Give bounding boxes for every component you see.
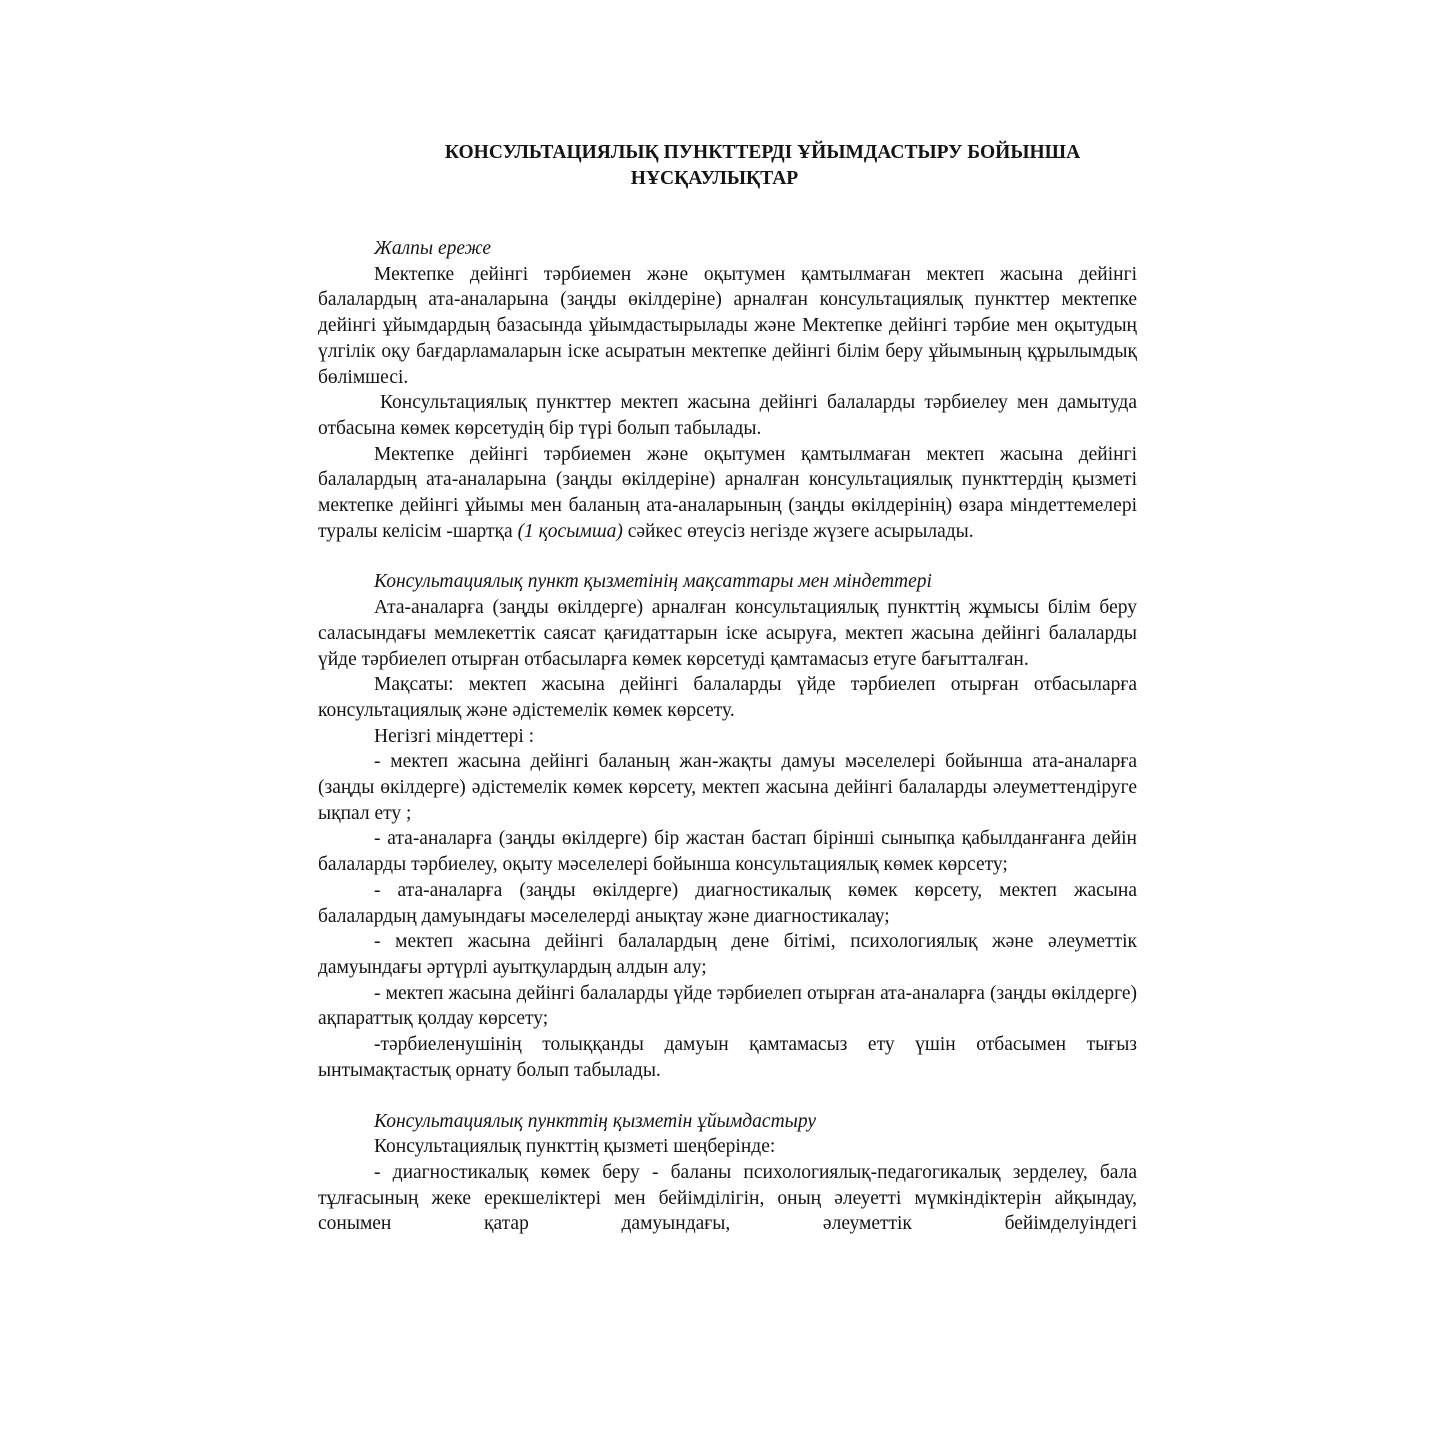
section-goals-and-tasks [318, 569, 1137, 1083]
title-line-1: КОНСУЛЬТАЦИЯЛЫҚ ПУНКТТЕРДІ ҰЙЫМДАСТЫРУ БОЙЫНША [444, 142, 1081, 163]
document-title [318, 140, 1137, 192]
section-heading: Консультациялық пункт қызметінің мақсаттары мен міндеттері [374, 571, 932, 593]
section-heading: Консультациялық пункттің қызметін ұйымдастыру [374, 1110, 817, 1132]
paragraph: Консультациялық пункттің қызметі шеңберінде: [374, 1136, 776, 1158]
paragraph: Мақсаты: мектеп жасына дейінгі балаларды үйде тәрбиелеп отырған отбасыларға консультациялық және әдістемелік көмек көрсету. [318, 674, 1137, 721]
paragraph: Ата-аналарға (заңды өкілдерге) арналған консультациялық пункттің жұмысы білім беру саласындағы мемлекеттік саясат қағидаттарын іске асыруға, мектеп жасына дейінгі балаларды үйде тәрбиелеп отырған отбасыларға көмек көрсетуді қамтамасыз етуге бағытталған. [318, 597, 1137, 670]
paragraph-text: сәйкес өтеусіз негізде жүзеге асырылады. [622, 520, 974, 542]
paragraph: Негізгі міндеттері : [374, 725, 535, 747]
list-item: - мектеп жасына дейінгі балалардың дене бітімі, психологиялық және әлеуметтік дамуындағы әртүрлі ауытқулардың алдын алу; [318, 931, 1137, 978]
list-item: - мектеп жасына дейінгі балаларды үйде тәрбиелеп отырған ата-аналарға (заңды өкілдерге) ақпараттық қолдау көрсету; [318, 982, 1137, 1030]
appendix-reference: (1 қосымша) [517, 520, 623, 542]
section-general-rules [318, 236, 1137, 544]
list-item: - ата-аналарға (заңды өкілдерге) бір жастан бастап бірінші сыныпқа қабылданғанға дейін балаларды тәрбиелеу, оқыту мәселелері бойынша консультациялық көмек көрсету; [318, 828, 1137, 876]
paragraph: Консультациялық пункттер мектеп жасына дейінгі балаларды тәрбиелеу мен дамытуда отбасына көмек көрсетудің бір түрі болып табылады. [318, 392, 1137, 439]
paragraph [318, 442, 1137, 545]
list-item: - ата-аналарға (заңды өкілдерге) диагностикалық көмек көрсету, мектеп жасына балалардың дамуындағы мәселелерді анықтау және диагностикалау; [318, 879, 1137, 927]
paragraph-text: Мектепке дейінгі тәрбиемен және оқытумен қамтылмаған мектеп жасына дейінгі балалардың ата-аналарына (заңды өкілдеріне) арналған консультациялық пункттердің қызметі мектепке дейінгі ұйымы мен баланың ата-аналарының (заңды өкілдерінің) өзара міндеттемелері туралы келісім -шартқа [318, 443, 1137, 542]
section-heading: Жалпы ереже [374, 238, 492, 259]
list-item: - диагностикалық көмек беру - баланы психологиялық-педагогикалық зерделеу, бала тұлғасының жеке ерекшеліктері мен бейімділігін, оның әлеуетті мүмкіндіктерін айқындау, сонымен қатар дамуындағы, әлеуметтік бейімделуіндегі [318, 1161, 1137, 1235]
document-page [318, 140, 1137, 1237]
list-item: - мектеп жасына дейінгі баланың жан-жақты дамуы мәселелері бойынша ата-аналарға (заңды өкілдерге) әдістемелік көмек көрсету, мектеп жасына дейінгі балаларды әлеуметтендіруге ықпал ету ; [318, 751, 1137, 824]
paragraph: Мектепке дейінгі тәрбиемен және оқытумен қамтылмаған мектеп жасына дейінгі балалардың ата-аналарына (заңды өкілдеріне) арналған консультациялық пункттер мектепке дейінгі ұйымдардың базасында ұйымдастырылады және Мектепке дейінгі тәрбие мен оқытудың үлгілік оқу бағдарламаларын іске асыратын мектепке дейінгі білім беру ұйымының құрылымдық бөлімшесі. [318, 263, 1137, 388]
list-item: -тәрбиеленушінің толыққанды дамуын қамтамасыз ету үшін отбасымен тығыз ынтымақтастық орнату болып табылады. [318, 1034, 1137, 1081]
section-organization [318, 1109, 1137, 1238]
title-line-2: НҰСҚАУЛЫҚТАР [630, 168, 799, 189]
